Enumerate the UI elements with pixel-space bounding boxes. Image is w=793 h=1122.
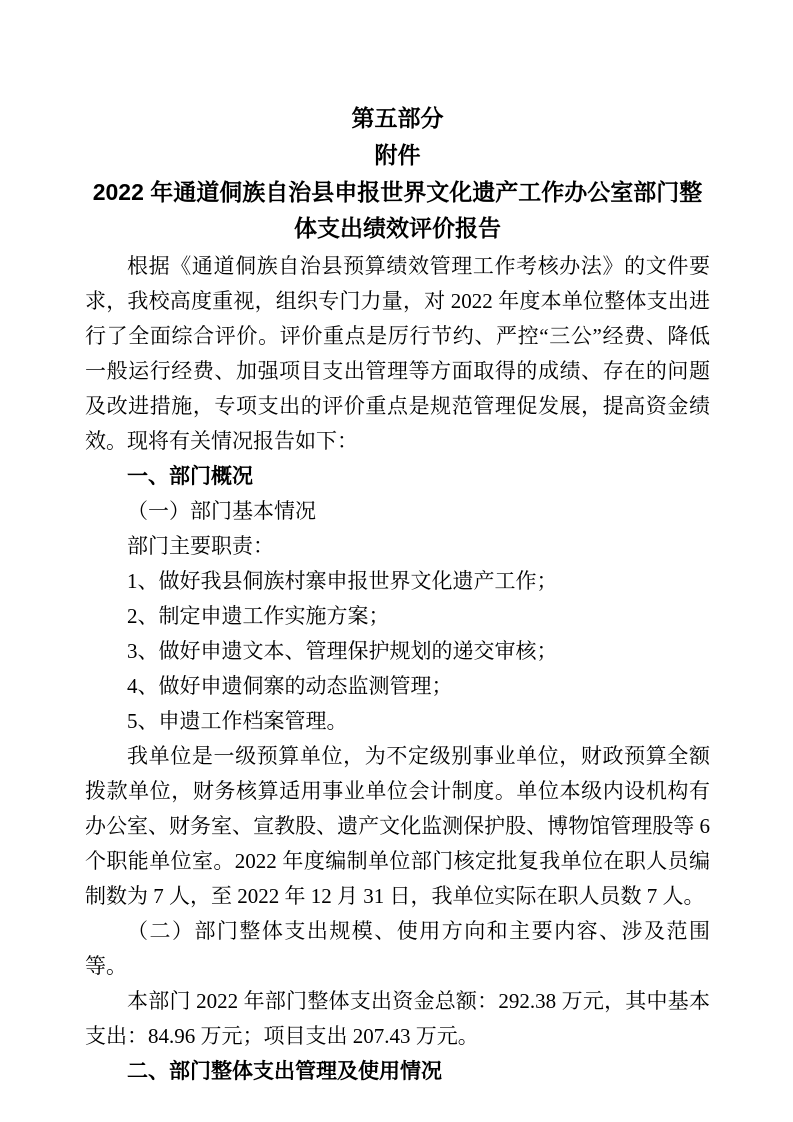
intro-paragraph: 根据《通道侗族自治县预算绩效管理工作考核办法》的文件要求，我校高度重视，组织专门力量，对 2022 年度本单位整体支出进行了全面综合评价。评价重点是厉行节约、严控“三公”经费、降低一般运行经费、加强项目支出管理等方面取得的成绩、存在的问题及改进措施，专项支出的评价重点是规范管理促发展，提高资金绩效。现将有关情况报告如下： xyxy=(85,254,710,453)
subsection-heading-1-1: （一）部门基本情况 xyxy=(127,499,316,523)
report-title-line-2: 体支出绩效评价报告 xyxy=(294,215,501,241)
duty-item-2: 2、制定申遗工作实施方案； xyxy=(127,604,390,628)
part-heading: 第五部分 xyxy=(351,105,444,131)
document-body xyxy=(85,249,710,1089)
section-heading-2: 二、部门整体支出管理及使用情况 xyxy=(127,1060,442,1083)
duties-label: 部门主要职责： xyxy=(127,534,274,558)
duty-item-5: 5、申遗工作档案管理。 xyxy=(127,709,348,733)
subsection-heading-1-2: （二）部门整体支出规模、使用方向和主要内容、涉及范围等。 xyxy=(85,919,710,978)
report-title xyxy=(85,174,710,246)
duty-item-4: 4、做好申遗侗寨的动态监测管理； xyxy=(127,674,453,698)
duty-item-1: 1、做好我县侗族村寨申报世界文化遗产工作； xyxy=(127,569,558,593)
attachment-heading: 附件 xyxy=(374,142,421,168)
duty-item-3: 3、做好申遗文本、管理保护规划的递交审核； xyxy=(127,639,558,663)
expenditure-total-paragraph: 本部门 2022 年部门整体支出资金总额：292.38 万元，其中基本支出：84.96 万元；项目支出 207.43 万元。 xyxy=(85,989,710,1048)
section-heading-1: 一、部门概况 xyxy=(127,465,253,488)
unit-description-paragraph: 我单位是一级预算单位，为不定级别事业单位，财政预算全额拨款单位，财务核算适用事业单位会计制度。单位本级内设机构有办公室、财务室、宣教股、遗产文化监测保护股、博物馆管理股等 6 个职能单位室。2022 年度编制单位部门核定批复我单位在职人员编制数为 7 人，至 2022 年 12 月 31 日，我单位实际在职人员数 7 人。 xyxy=(85,744,710,908)
report-title-line-1: 2022 年通道侗族自治县申报世界文化遗产工作办公室部门整 xyxy=(92,179,703,205)
